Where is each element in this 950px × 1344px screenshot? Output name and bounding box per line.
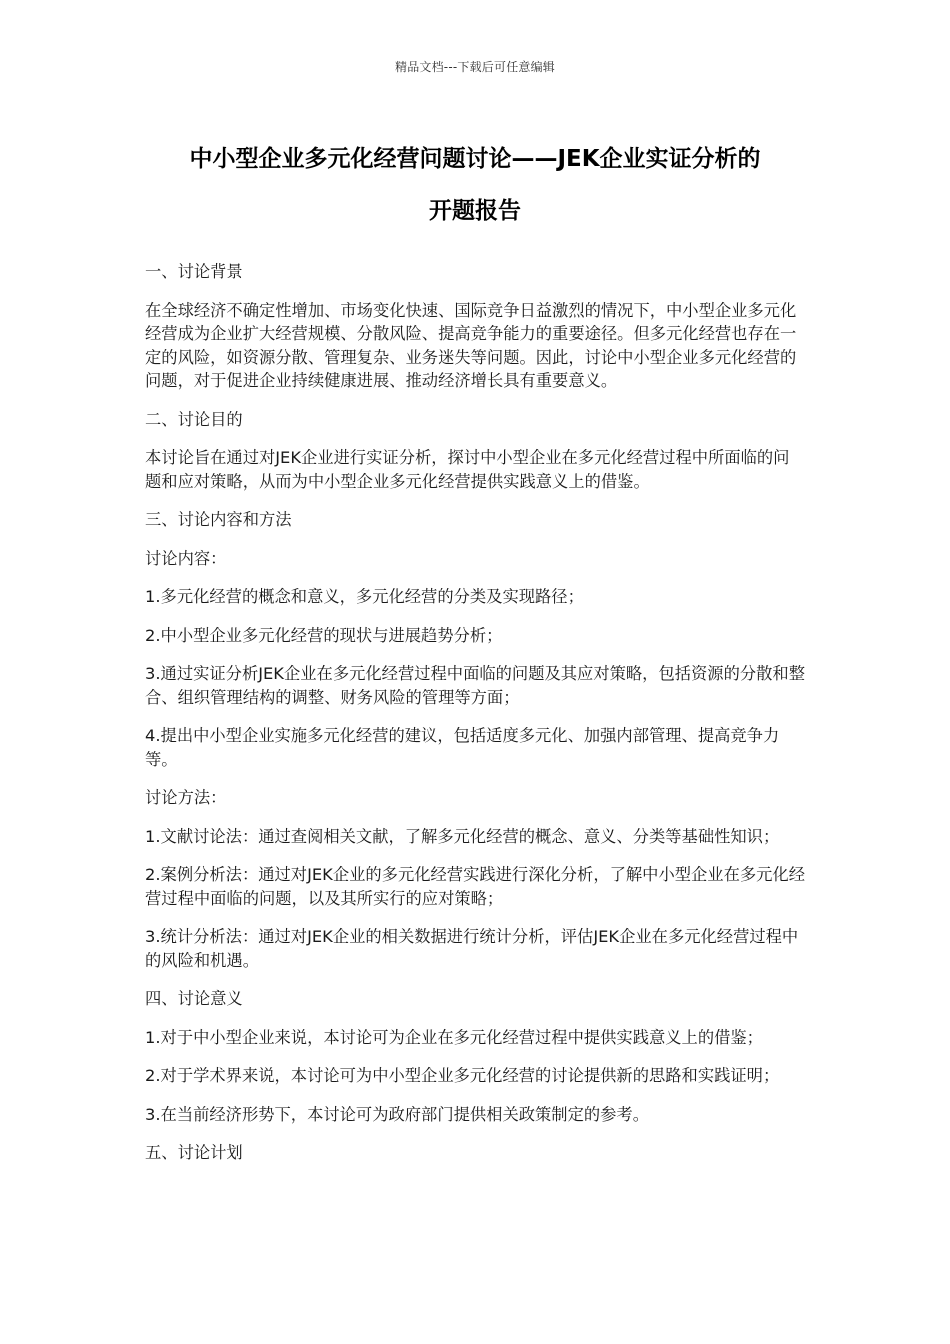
content-item-3: 3.通过实证分析JEK企业在多元化经营过程中面临的问题及其应对策略，包括资源的分散和整合、组织管理结构的调整、财务风险的管理等方面；	[145, 664, 805, 707]
method-item-1: 1.文献讨论法：通过查阅相关文献，了解多元化经营的概念、意义、分类等基础性知识；	[145, 826, 780, 846]
paragraph-background: 在全球经济不确定性增加、市场变化快速、国际竞争日益激烈的情况下，中小型企业多元化经营成为企业扩大经营规模、分散风险、提高竞争能力的重要途径。但多元化经营也存在一定的风险，如资源分散、管理复杂、业务迷失等问题。因此，讨论中小型企业多元化经营的问题，对于促进企业持续健康进展、推动经济增长具有重要意义。	[145, 300, 797, 390]
title-line-1: 中小型企业多元化经营问题讨论——JEK企业实证分析的	[189, 146, 761, 172]
subheading-method: 讨论方法：	[145, 788, 227, 807]
document-body	[145, 260, 805, 1180]
method-item-2: 2.案例分析法：通过对JEK企业的多元化经营实践进行深化分析，了解中小型企业在多元化经营过程中面临的问题，以及其所实行的应对策略；	[145, 865, 805, 908]
significance-item-3: 3.在当前经济形势下，本讨论可为政府部门提供相关政策制定的参考。	[145, 1104, 649, 1124]
paragraph-purpose: 本讨论旨在通过对JEK企业进行实证分析，探讨中小型企业在多元化经营过程中所面临的问题和应对策略，从而为中小型企业多元化经营提供实践意义上的借鉴。	[145, 448, 790, 491]
section-heading-significance: 四、讨论意义	[145, 989, 243, 1008]
content-item-4: 4.提出中小型企业实施多元化经营的建议，包括适度多元化、加强内部管理、提高竞争力等。	[145, 726, 780, 769]
document-title	[120, 133, 830, 237]
title-line-2: 开题报告	[429, 198, 521, 224]
section-heading-purpose: 二、讨论目的	[145, 409, 243, 429]
header-note: 精品文档---下载后可任意编辑	[395, 60, 555, 74]
content-item-2: 2.中小型企业多元化经营的现状与进展趋势分析；	[145, 625, 503, 645]
significance-item-1: 1.对于中小型企业来说，本讨论可为企业在多元化经营过程中提供实践意义上的借鉴；	[145, 1027, 763, 1047]
section-heading-background: 一、讨论背景	[145, 262, 243, 281]
significance-item-2: 2.对于学术界来说，本讨论可为中小型企业多元化经营的讨论提供新的思路和实践证明；	[145, 1066, 780, 1085]
section-heading-content-method: 三、讨论内容和方法	[145, 510, 292, 529]
method-item-3: 3.统计分析法：通过对JEK企业的相关数据进行统计分析，评估JEK企业在多元化经营过程中的风险和机遇。	[145, 927, 799, 970]
section-heading-plan: 五、讨论计划	[145, 1143, 243, 1162]
content-item-1: 1.多元化经营的概念和意义，多元化经营的分类及实现路径；	[145, 587, 584, 606]
subheading-content: 讨论内容：	[145, 548, 227, 568]
